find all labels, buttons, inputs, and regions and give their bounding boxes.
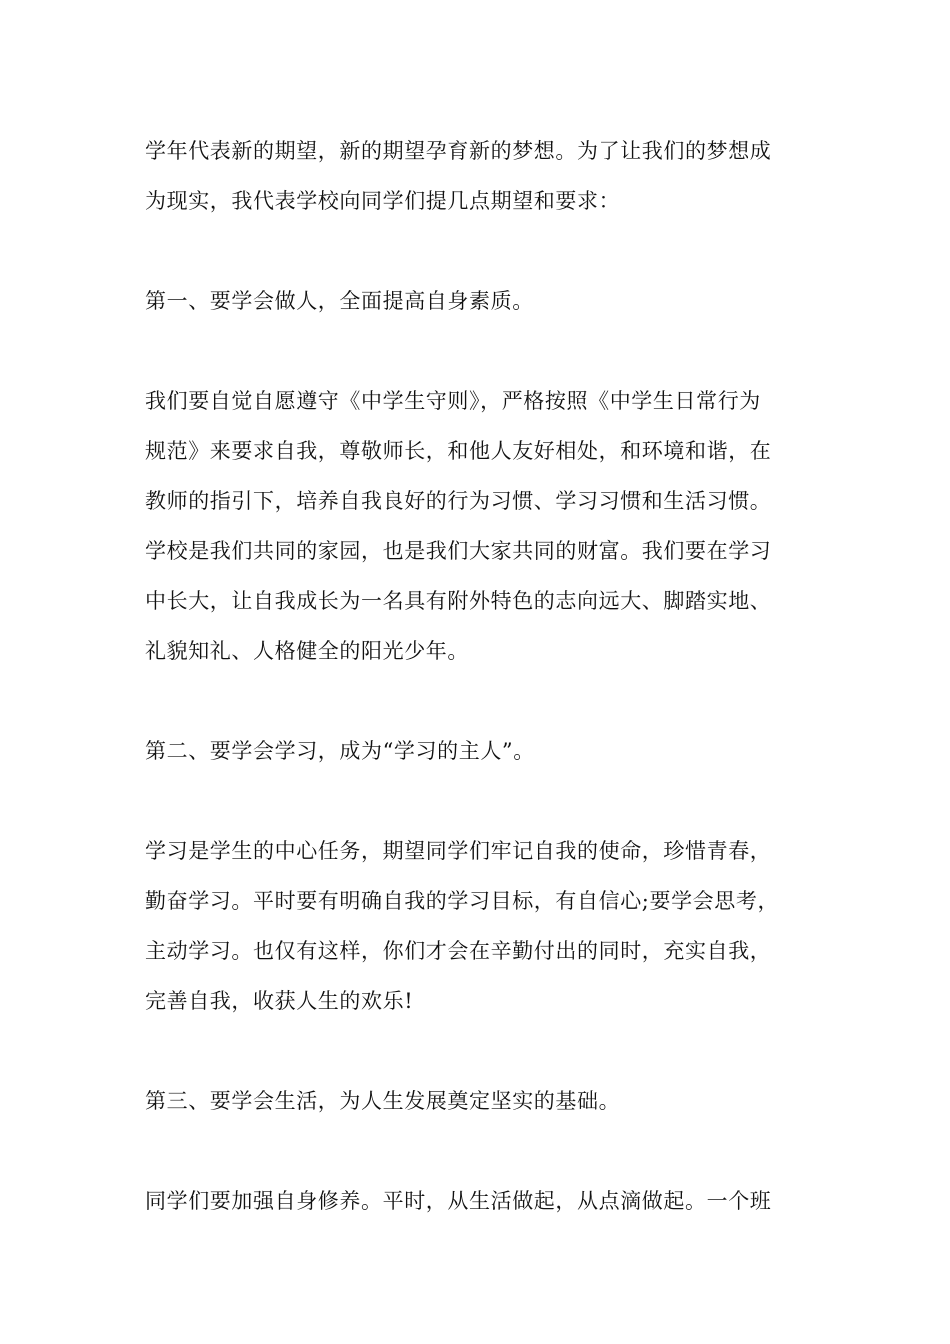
text-line: 第二、要学会学习，成为“学习的主人”。 [145,739,535,763]
text-line: 教师的指引下，培养自我良好的行为习惯、学习习惯和生活习惯。 [145,489,772,513]
section-heading-third [145,1076,810,1126]
text-line: 礼貌知礼、人格健全的阳光少年。 [145,639,469,663]
text-line: 同学们要加强自身修养。平时，从生活做起，从点滴做起。一个班 [145,1189,772,1213]
text-line: 学年代表新的期望，新的期望孕育新的梦想。为了让我们的梦想成 [145,139,772,163]
text-line: 学习是学生的中心任务，期望同学们牢记自我的使命，珍惜青春， [145,839,772,863]
text-line: 完善自我，收获人生的欢乐! [145,989,414,1013]
paragraph-intro [145,126,810,226]
text-line: 主动学习。也仅有这样，你们才会在辛勤付出的同时，充实自我， [145,939,772,963]
paragraph-third [145,1176,810,1226]
section-heading-first [145,276,810,326]
document-body [145,126,810,1276]
paragraph-first [145,376,810,676]
text-line: 勤奋学习。平时要有明确自我的学习目标，有自信心;要学会思考， [145,889,780,913]
text-line: 中长大，让自我成长为一名具有附外特色的志向远大、脚踏实地、 [145,589,772,613]
paragraph-second [145,826,810,1026]
text-line: 我们要自觉自愿遵守《中学生守则》，严格按照《中学生日常行为 [145,389,761,413]
section-heading-second [145,726,810,776]
text-line: 第一、要学会做人，全面提高自身素质。 [145,289,534,313]
text-line: 第三、要学会生活，为人生发展奠定坚实的基础。 [145,1089,621,1113]
text-line: 学校是我们共同的家园，也是我们大家共同的财富。我们要在学习 [145,539,772,563]
text-line: 为现实，我代表学校向同学们提几点期望和要求： [145,189,621,213]
text-line: 规范》来要求自我，尊敬师长，和他人友好相处，和环境和谐，在 [145,439,772,463]
